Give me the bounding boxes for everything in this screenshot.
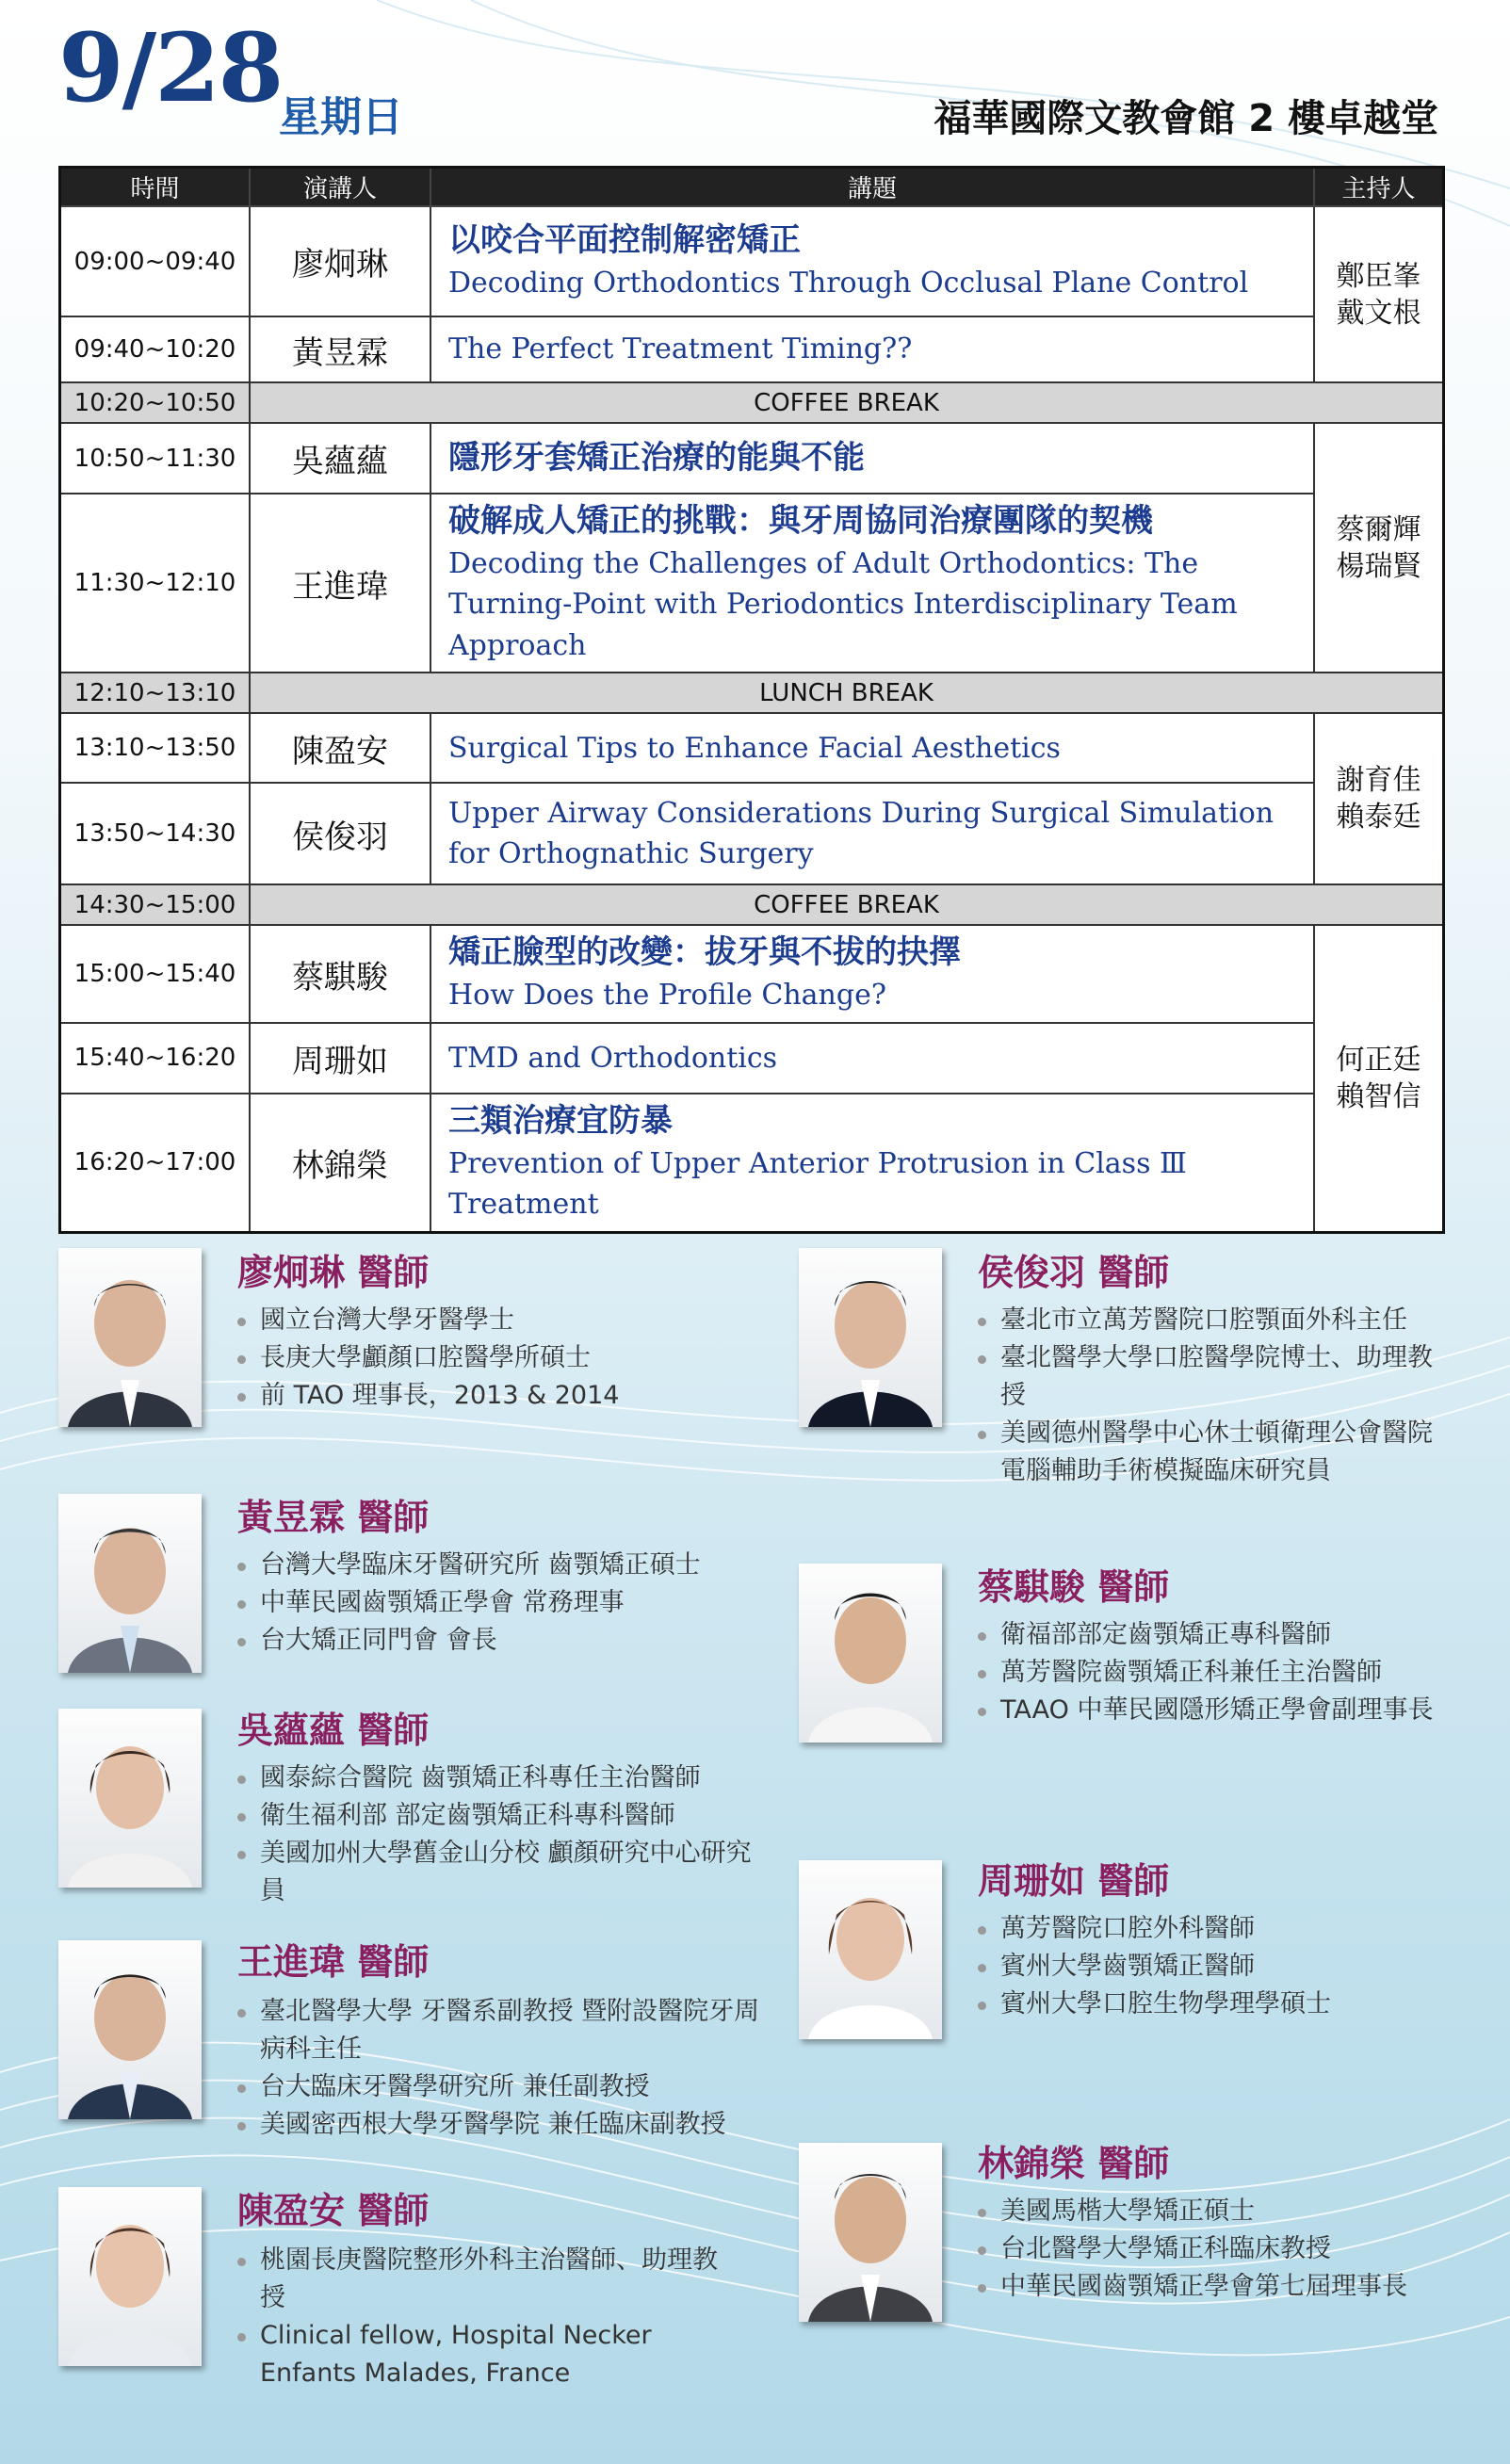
- schedule-table: [58, 166, 1445, 1234]
- table-row: [60, 316, 1444, 382]
- list-item: 前 TAO 理事長，2013 & 2014: [237, 1377, 765, 1415]
- list-item: 賓州大學齒顎矯正醫師: [978, 1948, 1449, 1986]
- break-row: [60, 382, 1444, 423]
- event-weekday: 星期日: [279, 93, 403, 141]
- speaker-photo: [58, 1494, 202, 1673]
- header-speaker: 演講人: [250, 168, 430, 207]
- session-time: 15:00~15:40: [60, 925, 251, 1022]
- break-row: [60, 673, 1444, 713]
- session-speaker: 侯俊羽: [250, 783, 430, 884]
- speaker-photo: [58, 1940, 202, 2119]
- topic-zh: 矯正臉型的改變：拔牙與不拔的抉擇: [448, 933, 961, 972]
- break-label: LUNCH BREAK: [250, 673, 1444, 713]
- list-item: 美國密西根大學牙醫學院 兼任臨床副教授: [237, 2106, 784, 2144]
- bio-name: 陳盈安 醫師: [237, 2190, 430, 2231]
- topic-en: Surgical Tips to Enhance Facial Aesthetics: [448, 731, 1061, 765]
- list-item: 國立台灣大學牙醫學士: [237, 1302, 765, 1339]
- topic-en: Upper Airway Considerations During Surgical Simulation for Orthognathic Surgery: [448, 796, 1275, 871]
- speaker-photo: [799, 1564, 942, 1743]
- table-row: [60, 925, 1444, 1022]
- session-topic: [430, 423, 1314, 494]
- list-item: 美國加州大學舊金山分校 顱顏研究中心研究員: [237, 1835, 765, 1910]
- break-label: COFFEE BREAK: [250, 884, 1444, 925]
- header-topic: 講題: [430, 168, 1314, 207]
- speaker-photo: [58, 1709, 202, 1888]
- topic-en: How Does the Profile Change?: [448, 979, 886, 1013]
- list-item: 台大矯正同門會 會長: [237, 1622, 784, 1660]
- speaker-photo: [58, 2187, 202, 2366]
- table-row: [60, 783, 1444, 884]
- host-name: 戴文根: [1336, 296, 1421, 330]
- host-name: 謝育佳: [1336, 764, 1421, 798]
- bio-name: 吳蘊蘊 醫師: [237, 1710, 430, 1751]
- list-item: Clinical fellow, Hospital Necker Enfants Malades, France: [237, 2317, 727, 2392]
- speaker-photo: [799, 1248, 942, 1427]
- list-item: 台北醫學大學矯正科臨床教授: [978, 2230, 1468, 2268]
- break-time: 10:20~10:50: [60, 382, 251, 423]
- list-item: 國泰綜合醫院 齒顎矯正科專任主治醫師: [237, 1759, 765, 1797]
- session-host: [1314, 423, 1444, 673]
- list-item: 萬芳醫院齒顎矯正科兼任主治醫師: [978, 1654, 1486, 1692]
- session-speaker: 王進瑋: [250, 494, 430, 673]
- table-row: [60, 713, 1444, 783]
- session-speaker: 林錦榮: [250, 1094, 430, 1232]
- table-row: [60, 1023, 1444, 1094]
- break-label: COFFEE BREAK: [250, 382, 1444, 423]
- list-item: 中華民國齒顎矯正學會 常務理事: [237, 1584, 784, 1622]
- session-topic: [430, 316, 1314, 382]
- session-host: [1314, 713, 1444, 884]
- host-name: 蔡爾輝: [1336, 512, 1421, 546]
- session-topic: [430, 783, 1314, 884]
- host-name: 楊瑞賢: [1336, 549, 1421, 583]
- schedule-header-row: [60, 168, 1444, 207]
- break-time: 14:30~15:00: [60, 884, 251, 925]
- bio-name: 周珊如 醫師: [978, 1860, 1170, 1902]
- table-row: [60, 1094, 1444, 1232]
- host-name: 賴智信: [1336, 1080, 1421, 1114]
- bio-list: [978, 2193, 1468, 2306]
- table-row: [60, 206, 1444, 316]
- list-item: 衛生福利部 部定齒顎矯正科專科醫師: [237, 1797, 765, 1835]
- session-time: 16:20~17:00: [60, 1094, 251, 1232]
- session-topic: [430, 713, 1314, 783]
- list-item: 臺北醫學大學 牙醫系副教授 暨附設醫院牙周病科主任: [237, 1993, 784, 2068]
- list-item: 長庚大學顱顏口腔醫學所碩士: [237, 1339, 765, 1377]
- session-time: 10:50~11:30: [60, 423, 251, 494]
- session-topic: [430, 1023, 1314, 1094]
- list-item: 臺北醫學大學口腔醫學院博士、助理教授: [978, 1339, 1449, 1415]
- session-host: [1314, 206, 1444, 382]
- session-time: 09:00~09:40: [60, 206, 251, 316]
- topic-zh: 隱形牙套矯正治療的能與不能: [448, 438, 865, 477]
- topic-zh: 三類治療宜防暴: [448, 1101, 673, 1140]
- topic-en: Decoding the Challenges of Adult Orthodontics: The Turning-Point with Periodontics Interdisciplinary Team Approach: [448, 546, 1238, 662]
- session-host: [1314, 925, 1444, 1232]
- topic-en: The Perfect Treatment Timing??: [448, 332, 913, 366]
- list-item: 美國馬楷大學矯正碩士: [978, 2193, 1468, 2230]
- topic-en: TMD and Orthodontics: [448, 1041, 778, 1075]
- session-speaker: 周珊如: [250, 1023, 430, 1094]
- session-time: 13:10~13:50: [60, 713, 251, 783]
- list-item: 台灣大學臨床牙醫研究所 齒顎矯正碩士: [237, 1547, 784, 1584]
- session-time: 13:50~14:30: [60, 783, 251, 884]
- topic-en: Prevention of Upper Anterior Protrusion in Class Ⅲ Treatment: [448, 1146, 1187, 1222]
- bio-name: 王進瑋 醫師: [237, 1941, 430, 1983]
- session-topic: [430, 1094, 1314, 1232]
- speaker-photo: [58, 1248, 202, 1427]
- session-speaker: 蔡騏駿: [250, 925, 430, 1022]
- list-item: 中華民國齒顎矯正學會第七屆理事長: [978, 2268, 1468, 2306]
- bio-list: [237, 2242, 727, 2392]
- speaker-photo: [799, 2143, 942, 2322]
- session-topic: [430, 925, 1314, 1022]
- session-time: 11:30~12:10: [60, 494, 251, 673]
- bio-list: [237, 1547, 784, 1660]
- topic-zh: 破解成人矯正的挑戰：與牙周協同治療團隊的契機: [448, 502, 1153, 540]
- bio-name: 黃昱霖 醫師: [237, 1497, 430, 1538]
- header-time: 時間: [60, 168, 251, 207]
- topic-zh: 以咬合平面控制解密矯正: [448, 220, 801, 259]
- bio-name: 廖炯琳 醫師: [237, 1252, 430, 1293]
- session-time: 09:40~10:20: [60, 316, 251, 382]
- list-item: TAAO 中華民國隱形矯正學會副理事長: [978, 1692, 1486, 1729]
- list-item: 台大臨床牙醫學研究所 兼任副教授: [237, 2068, 784, 2106]
- bio-list: [237, 1302, 765, 1415]
- session-speaker: 陳盈安: [250, 713, 430, 783]
- bio-list: [237, 1993, 784, 2144]
- list-item: 臺北市立萬芳醫院口腔顎面外科主任: [978, 1302, 1449, 1339]
- host-name: 鄭臣峯: [1336, 259, 1421, 293]
- host-name: 賴泰廷: [1336, 801, 1421, 835]
- speaker-photo: [799, 1860, 942, 2039]
- event-venue: 福華國際文教會館 2 樓卓越堂: [934, 97, 1438, 140]
- list-item: 美國德州醫學中心休士頓衛理公會醫院電腦輔助手術模擬臨床研究員: [978, 1415, 1449, 1490]
- bio-list: [237, 1759, 765, 1910]
- bio-name: 林錦榮 醫師: [978, 2143, 1170, 2184]
- list-item: 桃園長庚醫院整形外科主治醫師、助理教授: [237, 2242, 727, 2317]
- bio-list: [978, 1302, 1449, 1490]
- session-topic: [430, 206, 1314, 316]
- break-time: 12:10~13:10: [60, 673, 251, 713]
- bio-list: [978, 1616, 1486, 1729]
- list-item: 萬芳醫院口腔外科醫師: [978, 1910, 1449, 1948]
- bio-name: 侯俊羽 醫師: [978, 1252, 1170, 1293]
- list-item: 衛福部部定齒顎矯正專科醫師: [978, 1616, 1486, 1654]
- list-item: 賓州大學口腔生物學理學碩士: [978, 1986, 1449, 2023]
- bio-name: 蔡騏駿 醫師: [978, 1566, 1170, 1608]
- event-date: 9/28: [58, 12, 283, 123]
- bio-list: [978, 1910, 1449, 2023]
- header-host: 主持人: [1314, 168, 1444, 207]
- session-speaker: 黃昱霖: [250, 316, 430, 382]
- session-speaker: 廖炯琳: [250, 206, 430, 316]
- table-row: [60, 494, 1444, 673]
- break-row: [60, 884, 1444, 925]
- session-topic: [430, 494, 1314, 673]
- host-name: 何正廷: [1336, 1044, 1421, 1078]
- session-speaker: 吳蘊蘊: [250, 423, 430, 494]
- session-time: 15:40~16:20: [60, 1023, 251, 1094]
- topic-en: Decoding Orthodontics Through Occlusal Plane Control: [448, 266, 1249, 300]
- table-row: [60, 423, 1444, 494]
